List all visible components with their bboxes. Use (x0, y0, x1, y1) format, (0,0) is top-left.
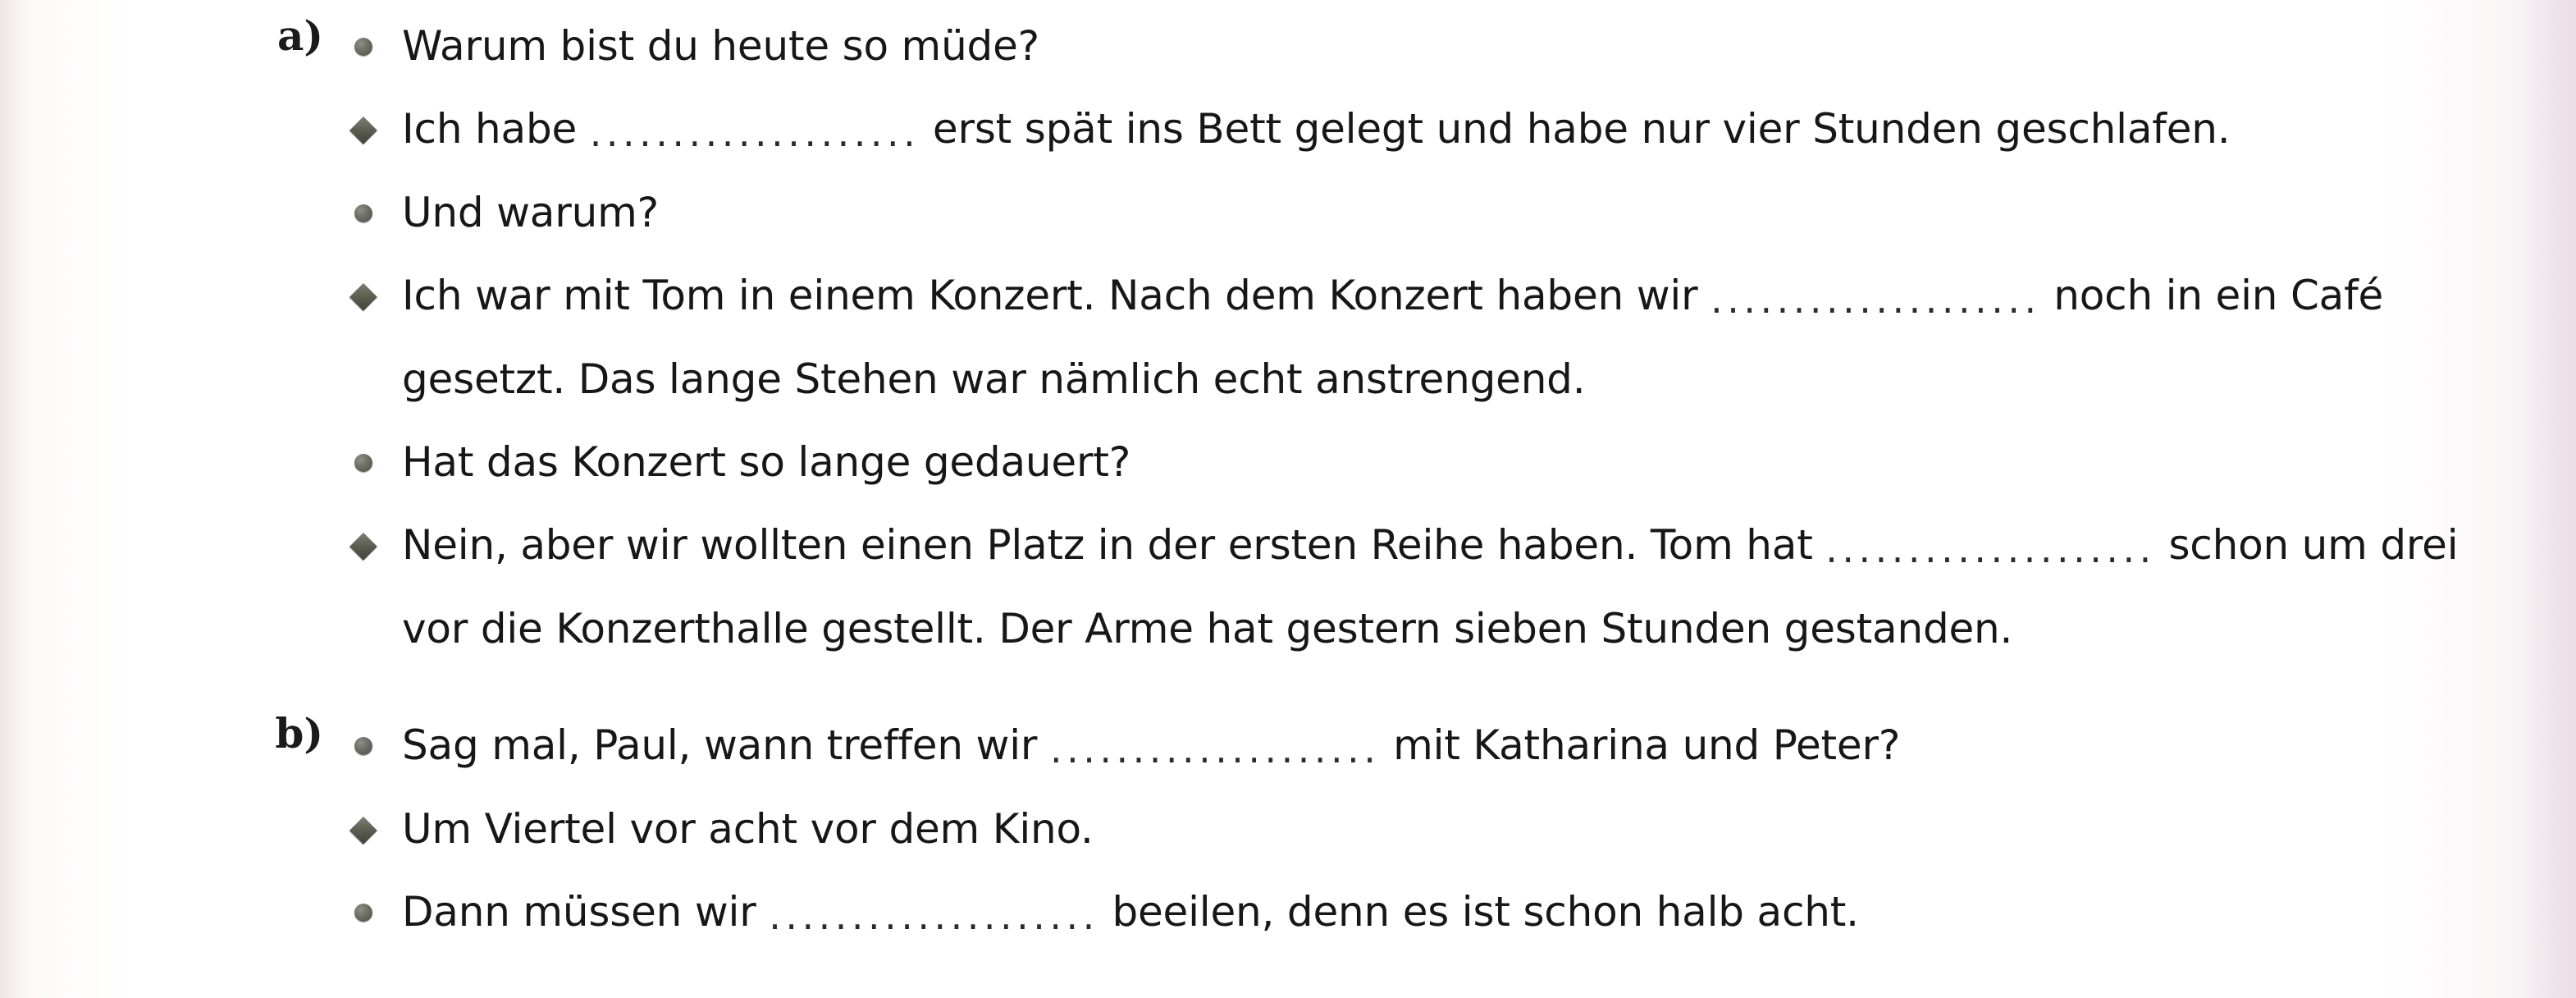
dialogue-line (346, 421, 2525, 504)
line-text: Und warum? (402, 189, 659, 236)
speaker-round-bullet-icon (354, 454, 372, 472)
dialogue-line (346, 788, 2525, 871)
speaker-round-bullet-icon (354, 737, 372, 755)
line-text: schon um drei vor die Konzerthalle gestellt. Der Arme hat gestern sieben Stunden gestanden. (402, 521, 2459, 652)
line-text: Ich war mit Tom in einem Konzert. Nach dem Konzert haben wir (402, 272, 1711, 319)
fill-in-blank[interactable]: .................... (589, 111, 920, 155)
dialogue-line (346, 504, 2525, 671)
fill-in-blank[interactable]: .................... (1049, 727, 1381, 771)
exercise-a (261, 5, 2525, 671)
line-text: Hat das Konzert so lange gedauert? (402, 438, 1131, 486)
speaker-round-bullet-icon (354, 204, 372, 222)
speaker-diamond-bullet-icon (349, 283, 377, 311)
line-text: Um Viertel vor acht vor dem Kino. (402, 805, 1094, 853)
speaker-round-bullet-icon (354, 38, 372, 56)
exercise-label-b: b) (275, 709, 323, 758)
dialogue-line (346, 88, 2525, 172)
line-text: Ich habe (402, 105, 590, 153)
dialogue-line (346, 5, 2525, 88)
line-text: Nein, aber wir wollten einen Platz in der ersten Reihe haben. Tom hat (402, 521, 1826, 569)
line-text: beeilen, denn es ist schon halb acht. (1098, 888, 1859, 936)
speaker-diamond-bullet-icon (349, 117, 377, 144)
line-text: erst spät ins Bett gelegt und habe nur vier Stunden geschlafen. (920, 105, 2231, 153)
fill-in-blank[interactable]: .................... (1825, 527, 2156, 571)
speaker-round-bullet-icon (354, 904, 372, 922)
speaker-diamond-bullet-icon (349, 817, 377, 845)
dialogue-lines-b (346, 704, 2525, 955)
line-text: Sag mal, Paul, wann treffen wir (402, 721, 1050, 769)
speaker-diamond-bullet-icon (349, 533, 377, 561)
fill-in-blank[interactable]: .................... (769, 894, 1099, 938)
line-text: noch in ein Café gesetzt. Das lange Stehen war nämlich echt anstrengend. (402, 272, 2384, 403)
line-text: Warum bist du heute so müde? (402, 22, 1039, 70)
exercise-label-a: a) (276, 11, 323, 60)
exercise-b (261, 704, 2525, 955)
dialogue-line (346, 704, 2525, 788)
fill-in-blank[interactable]: .................... (1710, 277, 2041, 322)
dialogue-line (346, 871, 2525, 955)
dialogue-line (346, 172, 2525, 254)
dialogue-line (346, 254, 2525, 421)
line-text: Dann müssen wir (402, 888, 770, 936)
line-text: mit Katharina und Peter? (1380, 721, 1901, 769)
dialogue-lines-a (346, 5, 2525, 671)
